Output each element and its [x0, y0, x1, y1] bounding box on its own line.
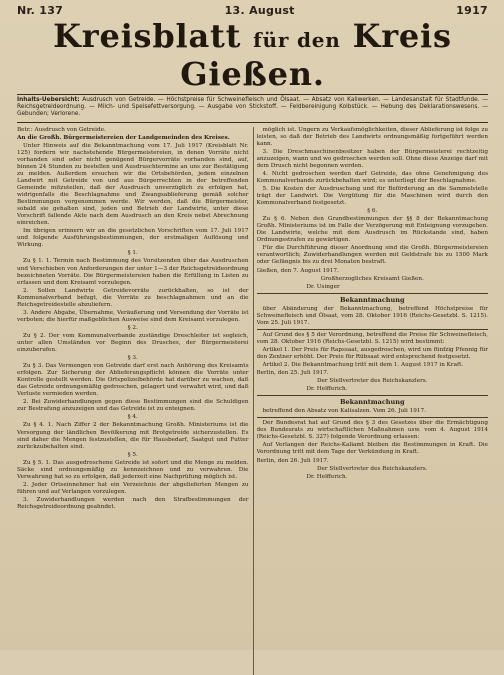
- masthead: [17, 19, 488, 91]
- table-of-contents: [17, 97, 488, 119]
- toc-text: Ausdrusch von Getreide. — Höchstpreise für Schweinefleisch und Ölsaat. — Absatz von Kaliwerken. — Landesanstalt für Stadtfunde. — Reichsgetreideordnung. — Milch- und Speisefettversorgung. — Ausgabe von Stickstoff. — Feldbereinigung Kolbstück. — Hebung des Deklarationswesens. — Gebunden; Verlorene.: [17, 97, 489, 118]
- section-heading: § 6.: [367, 208, 378, 215]
- section-heading: § 3.: [127, 355, 138, 362]
- issue-number: Nr. 137: [17, 4, 64, 17]
- issue-date: 13. August: [224, 4, 295, 17]
- masthead-title-2: für den: [253, 28, 341, 52]
- authority: Der Stellvertreter des Reichskanzlers.: [316, 378, 428, 385]
- section-heading: § 1.: [127, 250, 138, 257]
- announcement-block: [257, 395, 489, 418]
- issue-header: [17, 4, 488, 16]
- masthead-title-3: Kreis Gießen.: [180, 17, 452, 93]
- place-date: Berlin, den 26. Juli 1917.: [256, 457, 329, 464]
- intro-addressee: An die Großh. Bürgermeistereien der Landgemeinden des Kreises.: [17, 134, 230, 141]
- section-heading: § 2.: [127, 324, 138, 331]
- paragraph: möglich ist. Ungern zu Verkaufsmöglichkeiten, dieser Ablieferung ist folge zu leisten, so daß der Betrieb des Landwirts ordnungsmäßig fortgeführt werden kann.: [256, 126, 488, 147]
- paragraph: Zu § 6. Neben den Grundbestimmungen der §§ 8 der Bekanntmachung Großh. Ministeriums ist im Falle der Verzögerung mit Enteignung vorzugehen. Die Landwirte, welche mit dem Ausdrusch im Rückstande sind, haben Ordnungsstrafen zu gewärtigen.: [256, 216, 488, 244]
- paragraph: betreffend den Absatz von Kalisalzen. Vom 26. Juli 1917.: [262, 408, 426, 415]
- paragraph: Zu § 1. 1. Termin nach Bestimmung des Vorsitzenden über das Ausdruschen und Verschieben von Anforderungen der unter 1—3 der Reichsgetreideordnung bezeichneten Vorräte. Die Bürgermeistereien haben die Erfüllung in Listen zu erfassen und dem Kreisamt vorzulegen.: [17, 258, 249, 286]
- paragraph: 5. Die Kosten der Ausdruschung und für Beförderung an die Sammelstelle trägt der Landwirt. Die Vergütung für die Maschinen wird durch den Kommunalverband festgesetzt.: [256, 185, 488, 207]
- announcement-heading: Bekanntmachung: [339, 398, 405, 407]
- masthead-rule: [17, 94, 488, 95]
- paragraph: Artikel 1. Der Preis für Rapssaat, ausgedroschen, wird um fünfzig Pfennig für den Zentner erhöht. Der Preis für Rübsaat wird entsprechend festgesetzt.: [256, 346, 488, 360]
- paragraph: 3. Andere Abgabe, Übernahme, Veräußerung und Versendung der Vorräte ist verboten; die hierfür maßgeblichen Ausweise sind dem Kreisamt vorzulegen.: [17, 309, 249, 323]
- right-column: [257, 127, 489, 675]
- signature: Dr. Usinger: [306, 283, 340, 290]
- issue-year: 1917: [456, 4, 488, 17]
- paragraph: über Abänderung der Bekanntmachung, betreffend Höchstpreise für Schweinefleisch und Ölsaat, vom 28. Oktober 1916 (Reichs-Gesetzbl. S. 1215). Vom 25. Juli 1917.: [256, 305, 488, 326]
- paragraph: 4. Nicht gedroschen werden darf Getreide, das ohne Genehmigung des Kommunalverbands zurückbehalten wird; es unterliegt der Beschlagnahme.: [256, 170, 488, 184]
- announcement-heading: Bekanntmachung: [339, 295, 405, 304]
- signature: Dr. Helfferich.: [306, 473, 348, 480]
- masthead-title-1: Kreisblatt: [53, 17, 242, 55]
- left-column: [17, 127, 249, 675]
- place-date: Berlin, den 25. Juli 1917.: [256, 370, 329, 377]
- paragraph: 2. Sollen Landwirte Getreidevorräte zurückhalten, so ist der Kommunalverband befugt, die Vorräte zu beschlagnahmen und an die Reichsgetreidestelle abzuliefern.: [17, 287, 249, 308]
- paragraph: Der Bundesrat hat auf Grund des § 3 des Gesetzes über die Ermächtigung des Bundesrats zu wirtschaftlichen Maßnahmen usw. vom 4. August 1914 (Reichs-Gesetzbl. S. 327) folgende Verordnung erlassen:: [256, 420, 488, 441]
- signature: Dr. Helfferich.: [306, 386, 348, 393]
- paragraph: 2. Jeder Ortseinnehmer hat ein Verzeichnis der abgelieferten Mengen zu führen und auf Verlangen vorzulegen.: [17, 481, 249, 495]
- paragraph: Auf Verlangen der Reichs-Kaliamt bleiben die Bestimmungen in Kraft. Die Verordnung tritt mit dem Tage der Verkündung in Kraft.: [256, 442, 488, 456]
- place-date: Gießen, den 7. August 1917.: [256, 267, 339, 274]
- intro-label: Betr.: Ausdrusch von Getreide.: [17, 126, 106, 133]
- authority: Der Stellvertreter des Reichskanzlers.: [316, 465, 428, 472]
- paragraph: 3. Zuwiderhandlungen werden nach den Strafbestimmungen der Reichsgetreideordnung geahndet.: [17, 496, 249, 510]
- authority: Großherzogliches Kreisamt Gießen.: [320, 275, 424, 282]
- paragraph: Für die Durchführung dieser Anordnung sind die Großh. Bürgermeistereien verantwortlich; Zuwiderhandlungen werden mit Geldstrafe bis zu 1500 Mark oder Gefängnis bis zu drei Monaten bestraft.: [256, 245, 488, 266]
- paragraph: Zu § 2. Der vom Kommunalverbande zuständige Dreschleiter ist sogleich, unter allen Umständen vor Beginn des Drusches, der Bürgermeisterei einzuberufen.: [17, 332, 249, 354]
- toc-rule: [17, 122, 488, 123]
- paragraph: Auf Grund des § 5 der Verordnung, betreffend die Preise für Schweinefleisch, vom 28. Oktober 1916 (Reichs-Gesetzbl. S. 1215) wird bestimmt:: [256, 331, 488, 345]
- section-heading: § 5.: [127, 451, 138, 458]
- paragraph: Unter Hinweis auf die Bekanntmachung vom 17. Juli 1917 (Kreisblatt Nr. 125) fordern wir nachstehende Bürgermeistereien, in denen Vorräte nicht vorhanden sind oder nicht genügend Bürgervorräte vorhanden sind, auf, binnen 24 Stunden zu bestellen und Ausdruschtermine an uns zur Bestätigung zu melden. Außerdem ersuchen wir die Ortsbehörden, jedem einzelnen Landwirt mit Getreide von und aus Bürgerrechten in der betreffenden Gemeinde mitzuteilen, daß der Ausdrusch unverzüglich zu erfolgen hat, widrigenfalls die Beschlagnahme und Zwangsablieferung gemäß solcher Bestimmungen vorgenommen werde. Wir werden, daß die Bürgermeister, sobald sie gehalten sind, jeden und Betrieb der Landwirte, unter diese Vorschrift fallende Akte nach dem Ausdrusch an den Kreis nebst Abrechnung einreichen.: [17, 142, 249, 227]
- section-heading: § 4.: [127, 414, 138, 421]
- paragraph: Zu § 4. 1. Nach Ziffer 2 der Bekanntmachung Großh. Ministeriums ist die Versorgung der ländlichen Bevölkerung mit Brotgetreide sicherzustellen. Es sind daher die Mengen festzustellen, die für Hausbedarf, Saatgut und Futter zurückzubehalten sind.: [17, 422, 249, 450]
- paragraph: 2. Bei Zuwiderhandlungen gegen diese Bestimmungen sind die Schuldigen zur Bestrafung anzuzeigen und das Getreide ist zu enteignen.: [17, 399, 249, 413]
- paragraph: 3. Die Dreschmaschinenbesitzer haben der Bürgermeisterei rechtzeitig anzuzeigen, wann und wo gedroschen werden soll. Ohne diese Anzeige darf mit dem Drusch nicht begonnen werden.: [256, 148, 488, 169]
- article-columns: [17, 127, 488, 675]
- announcement-block: [257, 293, 489, 330]
- paragraph: Zu § 5. 1. Das ausgedroschene Getreide ist sofort und die Menge zu melden. Säcke sind ordnungsmäßig zu kennzeichnen und zu verwahren. Die Verwahrung hat so zu erfolgen, daß jederzeit eine Nachprüfung möglich ist.: [17, 459, 249, 480]
- paragraph: Im übrigen erinnern wir an die gesetzlichen Vorschriften vom 17. Juli 1917 und folgende Ausführungsbestimmungen, der erstmaligen Auflösung und Wirkung.: [17, 228, 249, 249]
- paragraph: Zu § 3. Das Vermengen von Getreide darf erst nach Anhörung des Kreisamts erfolgen. Zur Sicherung der Ablieferungspflicht können die Vorräte unter Kontrolle gestellt werden. Die Ortspolizeibehörde hat darüber zu wachen, daß das Getreide ordnungsmäßig gedroschen, gelagert und verwahrt wird, und daß Verluste vermieden werden.: [17, 363, 249, 398]
- paragraph: Artikel 2. Die Bekanntmachung tritt mit dem 1. August 1917 in Kraft.: [262, 362, 464, 369]
- toc-label: Inhalts-Uebersicht:: [17, 97, 80, 103]
